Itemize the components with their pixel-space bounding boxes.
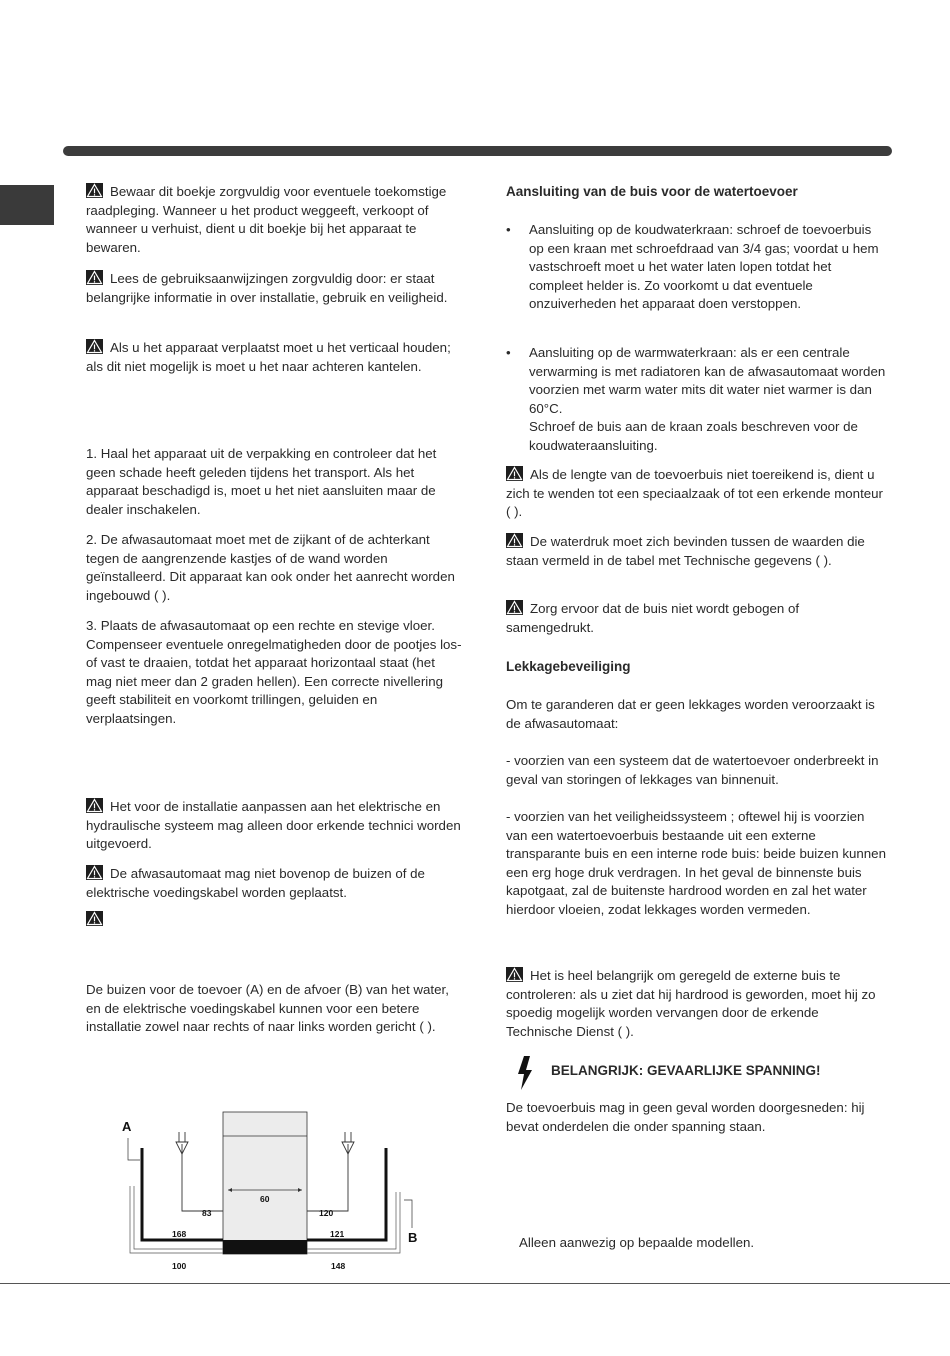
- warning-paragraph: Lees de gebruiksaanwijzingen zorgvuldig door: er staat belangrijke informatie in over installatie, gebruik en veiligheid.: [86, 271, 448, 305]
- paragraph: De buizen voor de toevoer (A) en de afvoer (B) van het water, en de elektrische voedingskabel kunnen voor een betere installatie zowel naar rechts of naar links worden gericht ( ).: [86, 982, 449, 1035]
- paragraph: 1. Haal het apparaat uit de verpakking en controleer dat het geen schade heeft geleden tijdens het transport. Als het apparaat beschadigd is, moet u het niet aansluiten maar de dealer inschakelen.: [86, 446, 437, 517]
- paragraph: - voorzien van een systeem dat de watertoevoer onderbreekt in geval van storingen of lekkages van binnenuit.: [506, 753, 879, 787]
- warning-paragraph: Bewaar dit boekje zorgvuldig voor eventuele toekomstige raadpleging. Wanneer u het product weggeeft, verkoopt of wanneer u verhuist, dient u dit boekje bij het apparaat te bewaren.: [86, 184, 447, 255]
- warning-icon: [506, 533, 523, 548]
- header-bar: [63, 146, 892, 156]
- warning-paragraph: Het is heel belangrijk om geregeld de externe buis te controleren: als u ziet dat hij hardrood is geworden, moet hij zo spoedig mogelijk worden vervangen door de erkende Technische Dienst ( ).: [506, 968, 876, 1039]
- label-b: B: [408, 1230, 418, 1245]
- bullet-icon: •: [506, 345, 511, 360]
- danger-heading: BELANGRIJK: GEVAARLIJKE SPANNING!: [551, 1063, 821, 1078]
- dimension-83: 83: [202, 1208, 212, 1218]
- connection-diagram: [118, 1108, 428, 1278]
- section-heading: Aansluiting van de buis voor de watertoevoer: [506, 184, 798, 199]
- warning-icon: [86, 339, 103, 354]
- left-pipe: [142, 1148, 223, 1240]
- warning-icon: [506, 466, 523, 481]
- lightning-bolt-icon: [512, 1054, 538, 1092]
- warning-paragraph: Als de lengte van de toevoerbuis niet toereikend is, dient u zich te wenden tot een speciaalzaak of tot een erkende monteur ( ).: [506, 467, 883, 520]
- paragraph: 3. Plaats de afwasautomaat op een rechte en stevige vloer. Compenseer eventuele onregelmatigheden door de pootjes los- of vast te draaien, totdat het apparaat horizontaal staat (het mag niet meer dan 2 graden hellen). Een correcte nivellering geeft stabiliteit en voorkomt trillingen, geluiden en verplaatsingen.: [86, 618, 462, 726]
- warning-icon: [86, 270, 103, 285]
- label-a: A: [122, 1119, 132, 1134]
- warning-icon: [86, 865, 103, 880]
- warning-icon: [506, 600, 523, 615]
- paragraph: De toevoerbuis mag in geen geval worden doorgesneden: hij bevat onderdelen die onder spanning staan.: [506, 1100, 865, 1134]
- appliance-base: [223, 1240, 307, 1254]
- dimension-60: 60: [260, 1194, 270, 1204]
- footer-line: [0, 1283, 950, 1284]
- paragraph: 2. De afwasautomaat moet met de zijkant of de achterkant tegen de aangrenzende kastjes of de wand worden geïnstalleerd. Dit apparaat kan ook onder het aanrecht worden ingebouwd ( ).: [86, 532, 455, 603]
- warning-icon: [506, 967, 523, 982]
- right-pipe: [307, 1148, 386, 1240]
- appliance-body: [223, 1112, 307, 1254]
- dimension-121: 121: [330, 1229, 345, 1239]
- section-heading: Lekkagebeveiliging: [506, 659, 631, 674]
- dimension-168: 168: [172, 1229, 187, 1239]
- paragraph: Om te garanderen dat er geen lekkages worden veroorzaakt is de afwasautomaat:: [506, 697, 875, 731]
- footnote: Alleen aanwezig op bepaalde modellen.: [519, 1235, 755, 1250]
- dimension-148: 148: [331, 1261, 346, 1271]
- bullet-icon: •: [506, 222, 511, 237]
- warning-paragraph: Als u het apparaat verplaatst moet u het verticaal houden; als dit niet mogelijk is moet u het naar achteren kantelen.: [86, 340, 451, 374]
- warning-paragraph: Het voor de installatie aanpassen aan het elektrische en hydraulische systeem mag alleen door erkende technici worden uitgevoerd.: [86, 799, 461, 852]
- dimension-120: 120: [319, 1208, 334, 1218]
- warning-paragraph: Zorg ervoor dat de buis niet wordt gebogen of samengedrukt.: [506, 601, 800, 635]
- warning-paragraph: [86, 911, 464, 930]
- warning-icon: [86, 911, 103, 926]
- paragraph: - voorzien van het veiligheidssysteem ; oftewel hij is voorzien van een watertoevoerbuis bestaande uit een externe transparante buis en een interne rode buis: beide buizen kunnen een erg hoge druk verdragen. In het geval de binnenste buis kapotgaat, zal de buitenste hardrood worden en zal het water hierdoor vloeien, zodat lekkages worden vermeden.: [506, 809, 886, 917]
- warning-icon: [86, 183, 103, 198]
- dimension-100: 100: [172, 1261, 187, 1271]
- warning-icon: [86, 798, 103, 813]
- language-tab: [0, 185, 54, 225]
- warning-paragraph: De waterdruk moet zich bevinden tussen de waarden die staan vermeld in de tabel met Technische gegevens ( ).: [506, 534, 865, 568]
- warning-paragraph: De afwasautomaat mag niet bovenop de buizen of de elektrische voedingskabel worden geplaatst.: [86, 866, 425, 900]
